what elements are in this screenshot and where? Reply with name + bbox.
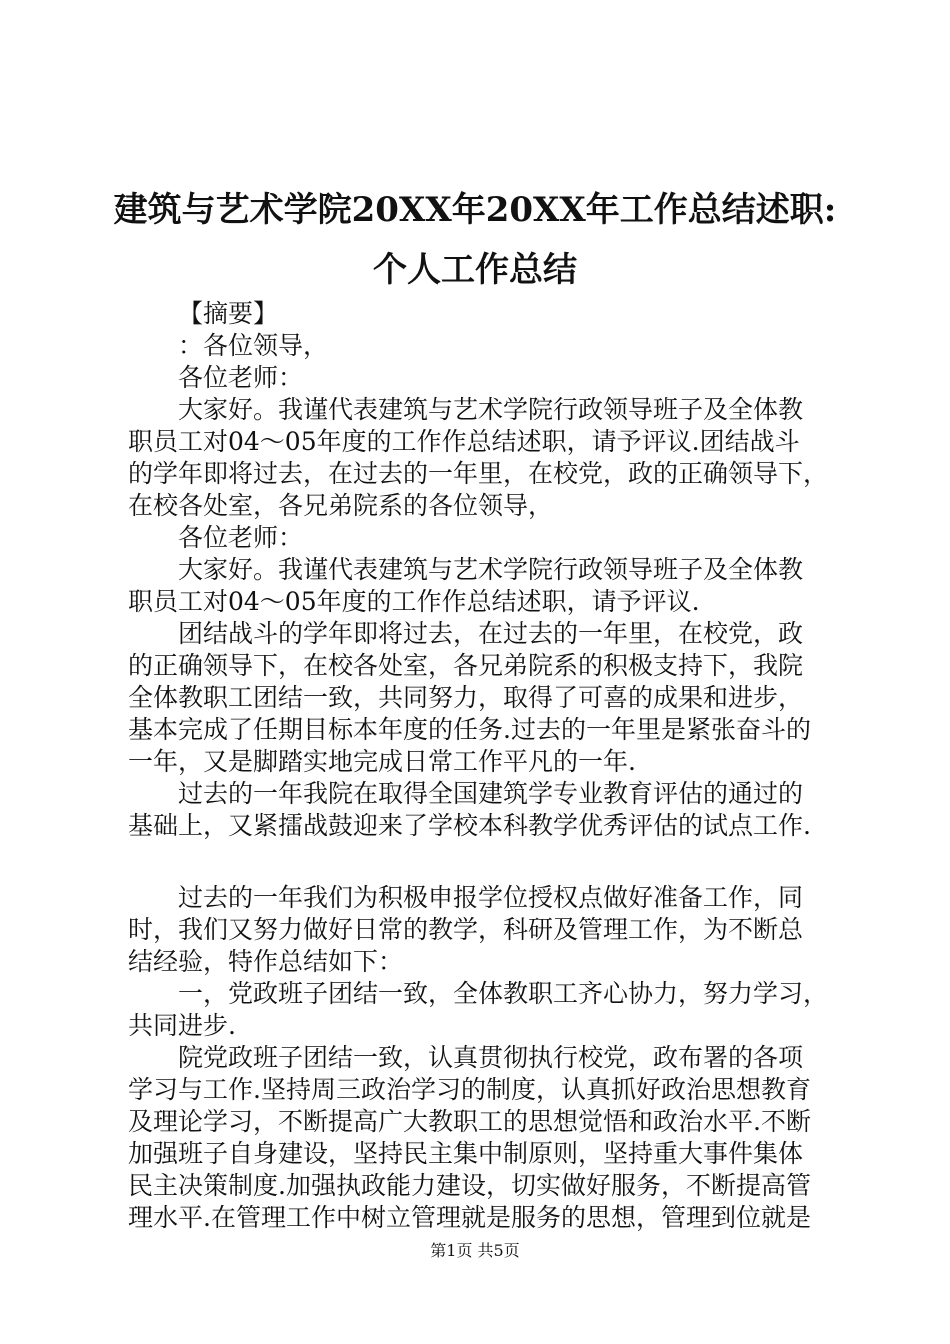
paragraph-line: 职员工对04～05年度的工作作总结述职，请予评议.团结战斗 xyxy=(128,427,800,456)
paragraph-line: 过去的一年我院在取得全国建筑学专业教育评估的通过的 xyxy=(178,779,804,808)
paragraph-line: 各位老师： xyxy=(178,363,304,392)
paragraph-line: 一年，又是脚踏实地完成日常工作平凡的一年. xyxy=(128,747,636,776)
paragraph-line: 全体教职工团结一致，共同努力，取得了可喜的成果和进步， xyxy=(128,683,804,712)
section-heading-line: 共同进步. xyxy=(128,1011,236,1040)
paragraph-line: 理水平.在管理工作中树立管理就是服务的思想，管理到位就是 xyxy=(128,1203,811,1232)
paragraph-line: 学习与工作.坚持周三政治学习的制度，认真抓好政治思想教育 xyxy=(128,1075,811,1104)
document-body xyxy=(128,298,828,1234)
paragraph-line: 民主决策制度.加强执政能力建设，切实做好服务，不断提高管 xyxy=(128,1171,811,1200)
paragraph-line: 大家好。我谨代表建筑与艺术学院行政领导班子及全体教 xyxy=(178,395,804,424)
paragraph-line: 院党政班子团结一致，认真贯彻执行校党，政布署的各项 xyxy=(178,1043,804,1072)
paragraph-line: 过去的一年我们为积极申报学位授权点做好准备工作，同 xyxy=(178,883,804,912)
paragraph-line: 大家好。我谨代表建筑与艺术学院行政领导班子及全体教 xyxy=(178,555,804,584)
paragraph-line: 基本完成了任期目标本年度的任务.过去的一年里是紧张奋斗的 xyxy=(128,715,811,744)
paragraph-line: 在校各处室，各兄弟院系的各位领导， xyxy=(128,491,554,520)
paragraph-line: 时，我们又努力做好日常的教学，科研及管理工作，为不断总 xyxy=(128,915,804,944)
page-number-footer: 第1页 共5页 xyxy=(430,1241,520,1260)
abstract-heading: 【摘要】 xyxy=(178,299,279,328)
paragraph-line: 结经验，特作总结如下： xyxy=(128,947,404,976)
paragraph-line: ：各位领导， xyxy=(178,331,329,360)
document-title-line-2: 个人工作总结 xyxy=(373,250,577,290)
paragraph-line: 的正确领导下，在校各处室，各兄弟院系的积极支持下，我院 xyxy=(128,651,804,680)
paragraph-line: 团结战斗的学年即将过去，在过去的一年里，在校党，政 xyxy=(178,619,804,648)
document-title-line-1: 建筑与艺术学院20XX年20XX年工作总结述职: xyxy=(113,190,837,230)
paragraph-line: 及理论学习，不断提高广大教职工的思想觉悟和政治水平.不断 xyxy=(128,1107,811,1136)
paragraph-line: 职员工对04～05年度的工作作总结述职，请予评议. xyxy=(128,587,700,616)
paragraph-line: 基础上，又紧擂战鼓迎来了学校本科教学优秀评估的试点工作. xyxy=(128,811,811,840)
paragraph-line: 加强班子自身建设，坚持民主集中制原则，坚持重大事件集体 xyxy=(128,1139,804,1168)
paragraph-line: 的学年即将过去，在过去的一年里，在校党，政的正确领导下， xyxy=(128,459,829,488)
paragraph-line: 各位老师： xyxy=(178,523,304,552)
blank-line xyxy=(128,842,828,882)
section-heading-line: 一，党政班子团结一致，全体教职工齐心协力，努力学习， xyxy=(178,979,829,1008)
